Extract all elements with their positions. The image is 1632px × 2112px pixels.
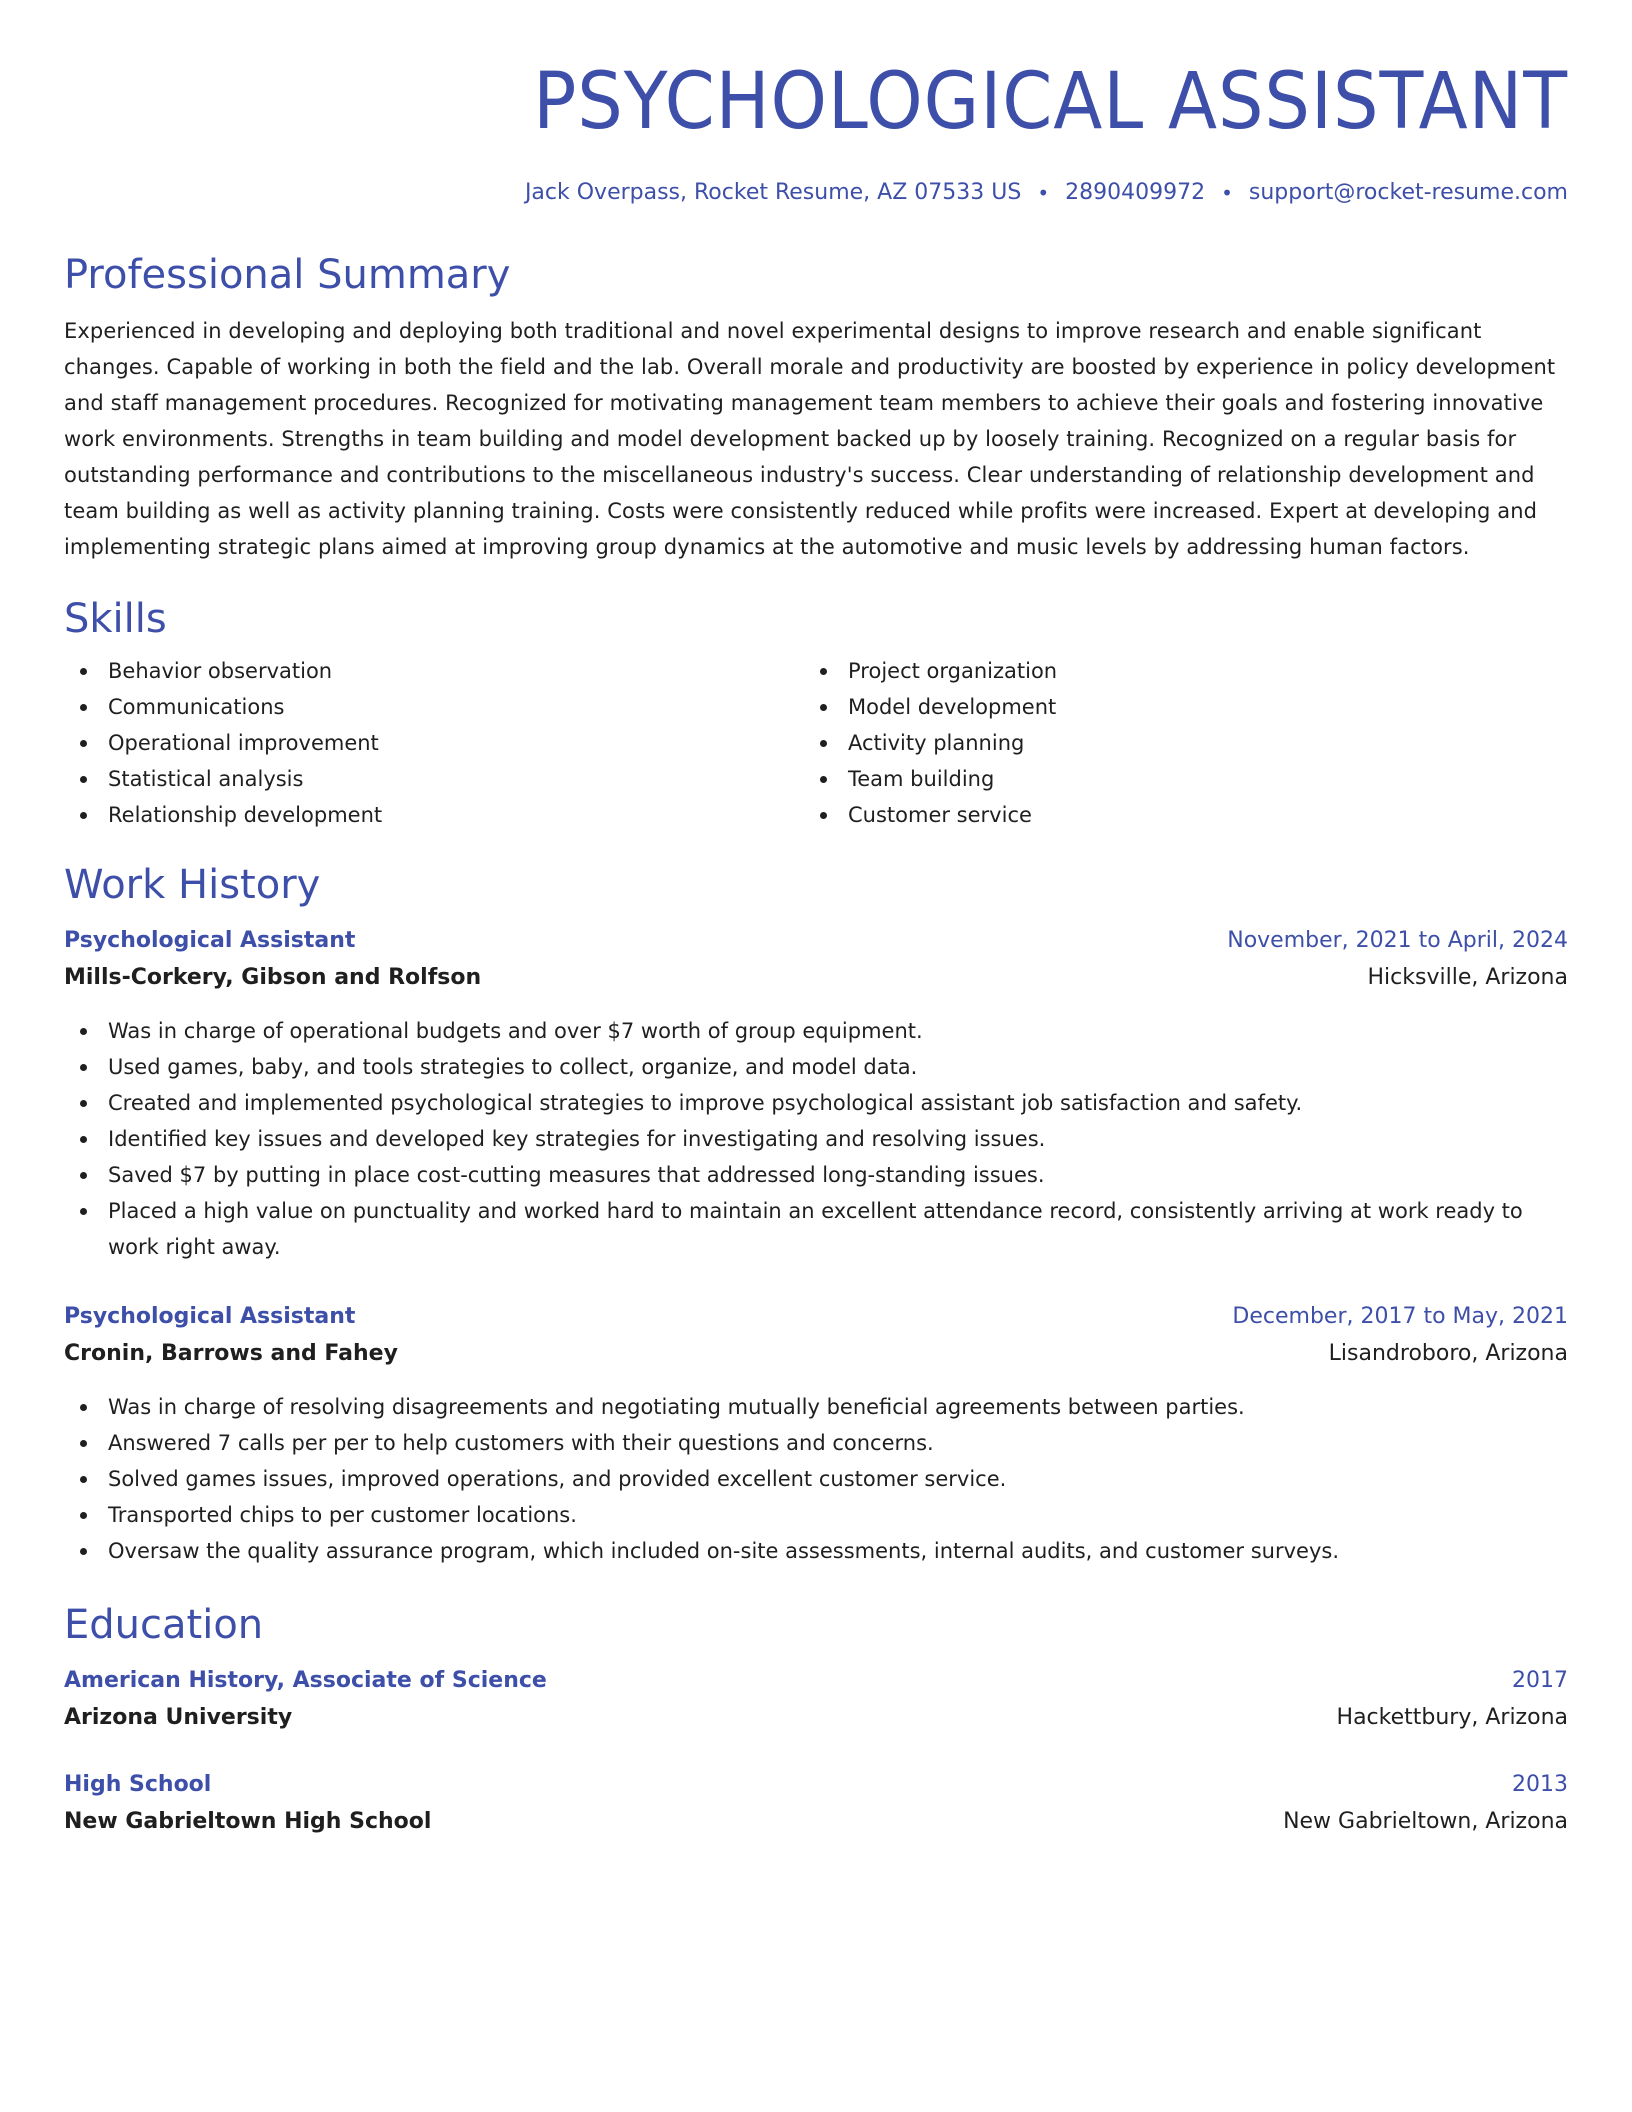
skill-item: Statistical analysis xyxy=(64,761,804,797)
job-dates: December, 2017 to May, 2021 xyxy=(1232,1304,1568,1329)
skill-item: Operational improvement xyxy=(64,725,804,761)
job-duty: Placed a high value on punctuality and worked hard to maintain an excellent attendance record, consistently arriving at work ready to work right away. xyxy=(64,1193,1568,1265)
contact-address: Jack Overpass, Rocket Resume, AZ 07533 US xyxy=(524,180,1022,205)
education-heading: Education xyxy=(64,1602,264,1648)
education-entry xyxy=(64,1767,1568,1841)
education-location: New Gabrieltown, Arizona xyxy=(1283,1809,1568,1834)
education-year: 2013 xyxy=(1512,1772,1568,1797)
job-location: Hicksville, Arizona xyxy=(1367,965,1568,990)
education-entry xyxy=(64,1663,1568,1737)
job-role: Psychological Assistant xyxy=(64,1304,356,1329)
job-duties xyxy=(64,1389,1568,1569)
job-duty: Was in charge of resolving disagreements and negotiating mutually beneficial agreements between parties. xyxy=(64,1389,1568,1425)
contact-separator: • xyxy=(1221,180,1233,205)
job-entry xyxy=(64,923,1568,1265)
job-duties xyxy=(64,1013,1568,1265)
skill-item: Project organization xyxy=(804,653,1544,689)
education-year: 2017 xyxy=(1512,1668,1568,1693)
skill-item: Activity planning xyxy=(804,725,1544,761)
skill-item: Behavior observation xyxy=(64,653,804,689)
contact-phone: 2890409972 xyxy=(1065,180,1206,205)
job-location: Lisandroboro, Arizona xyxy=(1328,1341,1568,1366)
skills-heading: Skills xyxy=(64,596,167,642)
job-role: Psychological Assistant xyxy=(64,928,356,953)
job-duty: Identified key issues and developed key strategies for investigating and resolving issues. xyxy=(64,1121,1568,1157)
education-location: Hackettbury, Arizona xyxy=(1336,1705,1568,1730)
education-degree: American History, Associate of Science xyxy=(64,1668,547,1693)
job-duty: Used games, baby, and tools strategies to collect, organize, and model data. xyxy=(64,1049,1568,1085)
job-duty: Transported chips to per customer locations. xyxy=(64,1497,1568,1533)
skill-item: Team building xyxy=(804,761,1544,797)
summary-heading: Professional Summary xyxy=(64,252,511,298)
education-school: Arizona University xyxy=(64,1705,293,1730)
resume-header xyxy=(64,56,1568,205)
skill-item: Communications xyxy=(64,689,804,725)
skills-list xyxy=(64,653,1568,833)
job-dates: November, 2021 to April, 2024 xyxy=(1227,928,1568,953)
job-duty: Saved $7 by putting in place cost-cutting measures that addressed long-standing issues. xyxy=(64,1157,1568,1193)
job-duty: Was in charge of operational budgets and over $7 worth of group equipment. xyxy=(64,1013,1568,1049)
skill-item: Relationship development xyxy=(64,797,804,833)
job-duty: Created and implemented psychological strategies to improve psychological assistant job satisfaction and safety. xyxy=(64,1085,1568,1121)
contact-line xyxy=(64,180,1568,205)
skill-item: Model development xyxy=(804,689,1544,725)
skills-column-right xyxy=(804,653,1544,833)
work-history-heading: Work History xyxy=(64,862,321,908)
job-duty: Solved games issues, improved operations, and provided excellent customer service. xyxy=(64,1461,1568,1497)
candidate-title: PSYCHOLOGICAL ASSISTANT xyxy=(533,57,1568,147)
education-degree: High School xyxy=(64,1772,212,1797)
job-company: Cronin, Barrows and Fahey xyxy=(64,1341,398,1366)
skills-column-left xyxy=(64,653,804,833)
skill-item: Customer service xyxy=(804,797,1544,833)
job-duty: Answered 7 calls per per to help customers with their questions and concerns. xyxy=(64,1425,1568,1461)
job-duty: Oversaw the quality assurance program, which included on-site assessments, internal audits, and customer surveys. xyxy=(64,1533,1568,1569)
job-company: Mills-Corkery, Gibson and Rolfson xyxy=(64,965,482,990)
education-school: New Gabrieltown High School xyxy=(64,1809,432,1834)
contact-email: support@rocket-resume.com xyxy=(1248,180,1568,205)
job-entry xyxy=(64,1299,1568,1569)
summary-text: Experienced in developing and deploying both traditional and novel experimental designs to improve research and enable significant changes. Capable of working in both the field and the lab. Overall morale and productivity are boosted by experience in policy development and staff management procedures. Recognized for motivating management team members to achieve their goals and fostering innovative work environments. Strengths in team building and model development backed up by loosely training. Recognized on a regular basis for outstanding performance and contributions to the miscellaneous industry's success. Clear understanding of relationship development and team building as well as activity planning training. Costs were consistently reduced while profits were increased. Expert at developing and implementing strategic plans aimed at improving group dynamics at the automotive and music levels by addressing human factors. xyxy=(64,319,1556,559)
contact-separator: • xyxy=(1037,180,1050,205)
